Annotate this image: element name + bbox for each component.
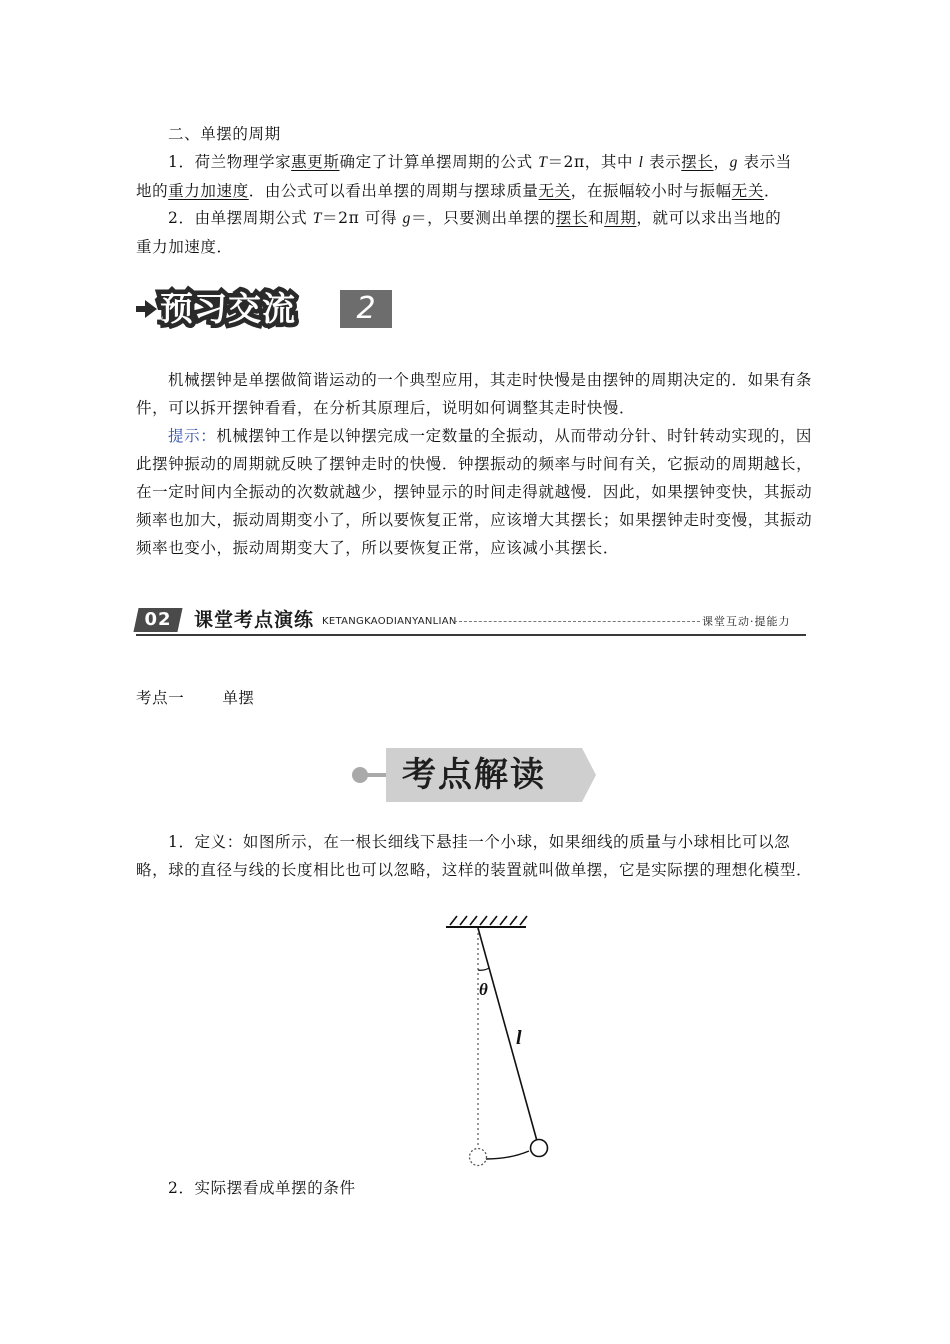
banner-title: 课堂考点演练 — [194, 609, 315, 631]
swing-path — [486, 1151, 529, 1159]
banner-pinyin: KETANGKAODIANYANLIAN — [322, 616, 457, 627]
section-number-badge: 02 — [133, 608, 182, 632]
kaodian-jiedu-banner — [352, 748, 596, 802]
hint-paragraph: 提示：机械摆钟工作是以钟摆完成一定数量的全振动，从而带动分针、时针转动实现的，因此摆钟振动的周期就反映了摆钟走时的快慢．钟摆振动的频率与时间有关，它振动的周期越长，在一定时间内全振动的次数就越少，摆钟显示的时间走得就越慢．因此，如果摆钟变快，其振动频率也加大，振动周期变小了，所以要恢复正常，应该增大其摆长；如果摆钟走时变慢，其振动频率也变小，振动周期变大了，所以要恢复正常，应该减小其摆长． — [136, 427, 813, 557]
hint-label: 提示： — [168, 427, 217, 445]
length-label: l — [516, 1027, 522, 1049]
pendulum-string — [478, 928, 537, 1141]
banner-number: 2 — [340, 290, 392, 328]
rest-ball — [470, 1149, 487, 1166]
dot-icon — [352, 767, 368, 783]
answer-mass-irrelevant: 无关 — [538, 182, 571, 200]
kaodian-heading: 考点一 单摆 — [136, 689, 255, 707]
pendulum-svg — [440, 910, 560, 1174]
angle-label: θ — [479, 980, 488, 999]
banner-title: 预习交流 — [160, 289, 296, 328]
divider — [454, 621, 700, 622]
pendulum-diagram — [440, 910, 560, 1174]
preview-exchange-banner — [136, 288, 396, 330]
banner-tagline: 课堂互动·提能力 — [702, 615, 791, 628]
ceiling-hatching — [450, 916, 527, 925]
definition-paragraph: 1．定义：如图所示，在一根长细线下悬挂一个小球，如果细线的质量与小球相比可以忽略，球的直径与线的长度相比也可以忽略，这样的装置就叫做单摆，它是实际摆的理想化模型． — [136, 833, 813, 879]
divider — [136, 634, 806, 636]
banner-title: 考点解读 — [402, 755, 546, 795]
answer-amplitude-irrelevant: 无关 — [731, 182, 764, 200]
question-paragraph: 机械摆钟是单摆做简谐运动的一个典型应用，其走时快慢是由摆钟的周期决定的．如果有条件，可以拆开摆钟看看，在分析其原理后，说明如何调整其走时快慢． — [136, 371, 813, 417]
answer-huygens: 惠更斯 — [291, 153, 340, 171]
arrow-right-icon — [136, 298, 158, 320]
item2-heading: 2．实际摆看成单摆的条件 — [168, 1179, 356, 1197]
period-formula-paragraph: 1．荷兰物理学家惠更斯确定了计算单摆周期的公式 T＝2π，其中 l 表示摆长，g 表示当 地的重力加速度．由公式可以看出单摆的周期与摆球质量无关，在振幅较小时与振幅无关． — [136, 153, 792, 200]
answer-gravity: 重力加速度 — [168, 182, 249, 200]
answer-pendulum-length: 摆长 — [681, 153, 714, 171]
answer-period: 周期 — [604, 209, 637, 227]
section-heading: 二、单摆的周期 — [168, 125, 281, 143]
gravity-measure-paragraph: 2．由单摆周期公式 T＝2π 可得 g＝，只要测出单摆的摆长和周期，就可以求出当地的 重力加速度． — [136, 209, 782, 256]
angle-arc — [478, 968, 489, 970]
class-practice-banner — [136, 606, 806, 638]
answer-length: 摆长 — [555, 209, 589, 227]
pendulum-ball — [531, 1140, 548, 1157]
